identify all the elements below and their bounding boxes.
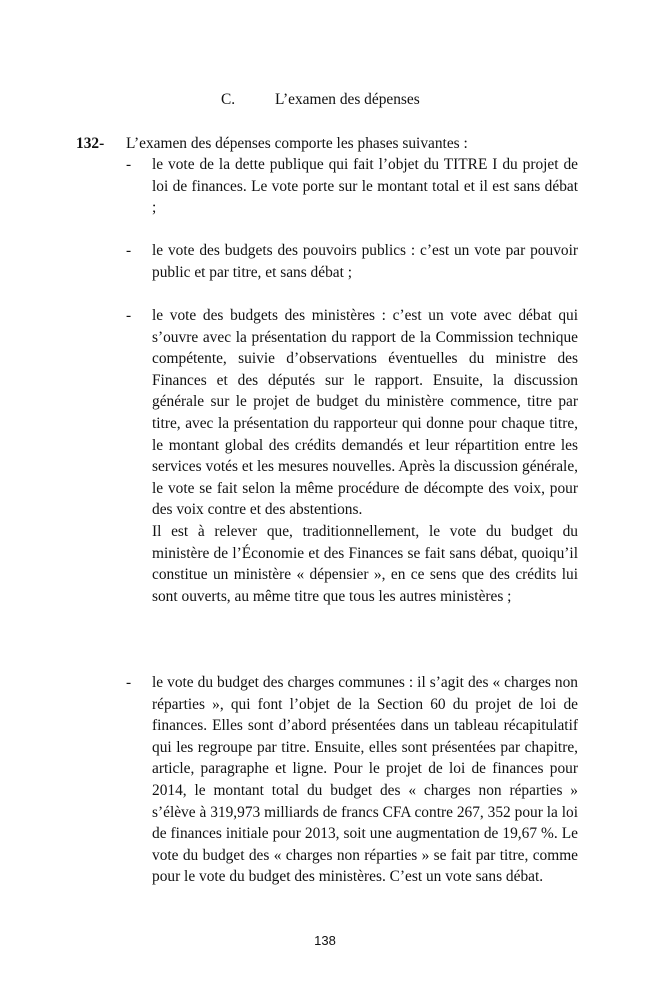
list-item-text: le vote des budgets des pouvoirs publics : c’est un vote par pouvoir public et par titre, et sans débat ; [152, 242, 578, 281]
list-item-ministries [126, 305, 578, 607]
list-item-text-continued: Il est à relever que, traditionnellement, le vote du budget du ministère de l’Économie et des Finances se fait sans débat, quoiqu’il constitue un ministère « dépensier », en ce sens que des crédits lui sont ouverts, au même titre que tous les autres ministères ; [152, 522, 578, 605]
list-bullet: - [126, 674, 132, 691]
list-item-text: le vote des budgets des ministères : c’est un vote avec débat qui s’ouvre avec la présentation du rapport de la Commission technique compétente, suivie d’observations éventuelles du ministre des Finances et des députés sur le rapport. Ensuite, la discussion générale sur le projet de budget du ministère commence, titre par titre, avec la présentation du rapporteur qui donne pour chaque titre, le montant global des crédits demandés et leur répartition entre les services votés et les mesures nouvelles. Après la discussion générale, le vote se fait selon la même procédure de décompte des voix, pour des voix contre et des abstentions. [152, 307, 578, 519]
list-bullet: - [126, 156, 132, 173]
list-item-text: le vote de la dette publique qui fait l’objet du TITRE I du projet de loi de finances. Le vote porte sur le montant total et il est sans débat ; [152, 156, 578, 217]
list-item-text: le vote du budget des charges communes : il s’agit des « charges non réparties », qui font l’objet de la Section 60 du projet de loi de finances. Elles sont d’abord présentées dans un tableau récapitulatif qui les regroupe par titre. Ensuite, elles sont présentées par chapitre, article, paragraphe et ligne. Pour le projet de loi de finances pour 2014, le montant total du budget des « charges non réparties » s’élève à 319,973 milliards de francs CFA contre 267, 352 pour la loi de finances initiale pour 2013, soit une augmentation de 19,67 %. Le vote du budget des « charges non réparties » se fait par titre, comme pour le vote du budget des ministères. C’est un vote sans débat. [152, 674, 578, 886]
list-bullet: - [126, 307, 132, 324]
section-letter: C. [221, 91, 236, 108]
list-item-public-debt [126, 154, 578, 219]
page-number: 138 [314, 933, 336, 948]
section-title: L’examen des dépenses [275, 91, 420, 108]
paragraph-intro: L’examen des dépenses comporte les phases suivantes : [126, 135, 468, 152]
list-item-common-charges [126, 672, 578, 888]
list-item-public-powers [126, 240, 578, 283]
paragraph-number: 132- [76, 135, 105, 152]
list-bullet: - [126, 242, 132, 259]
